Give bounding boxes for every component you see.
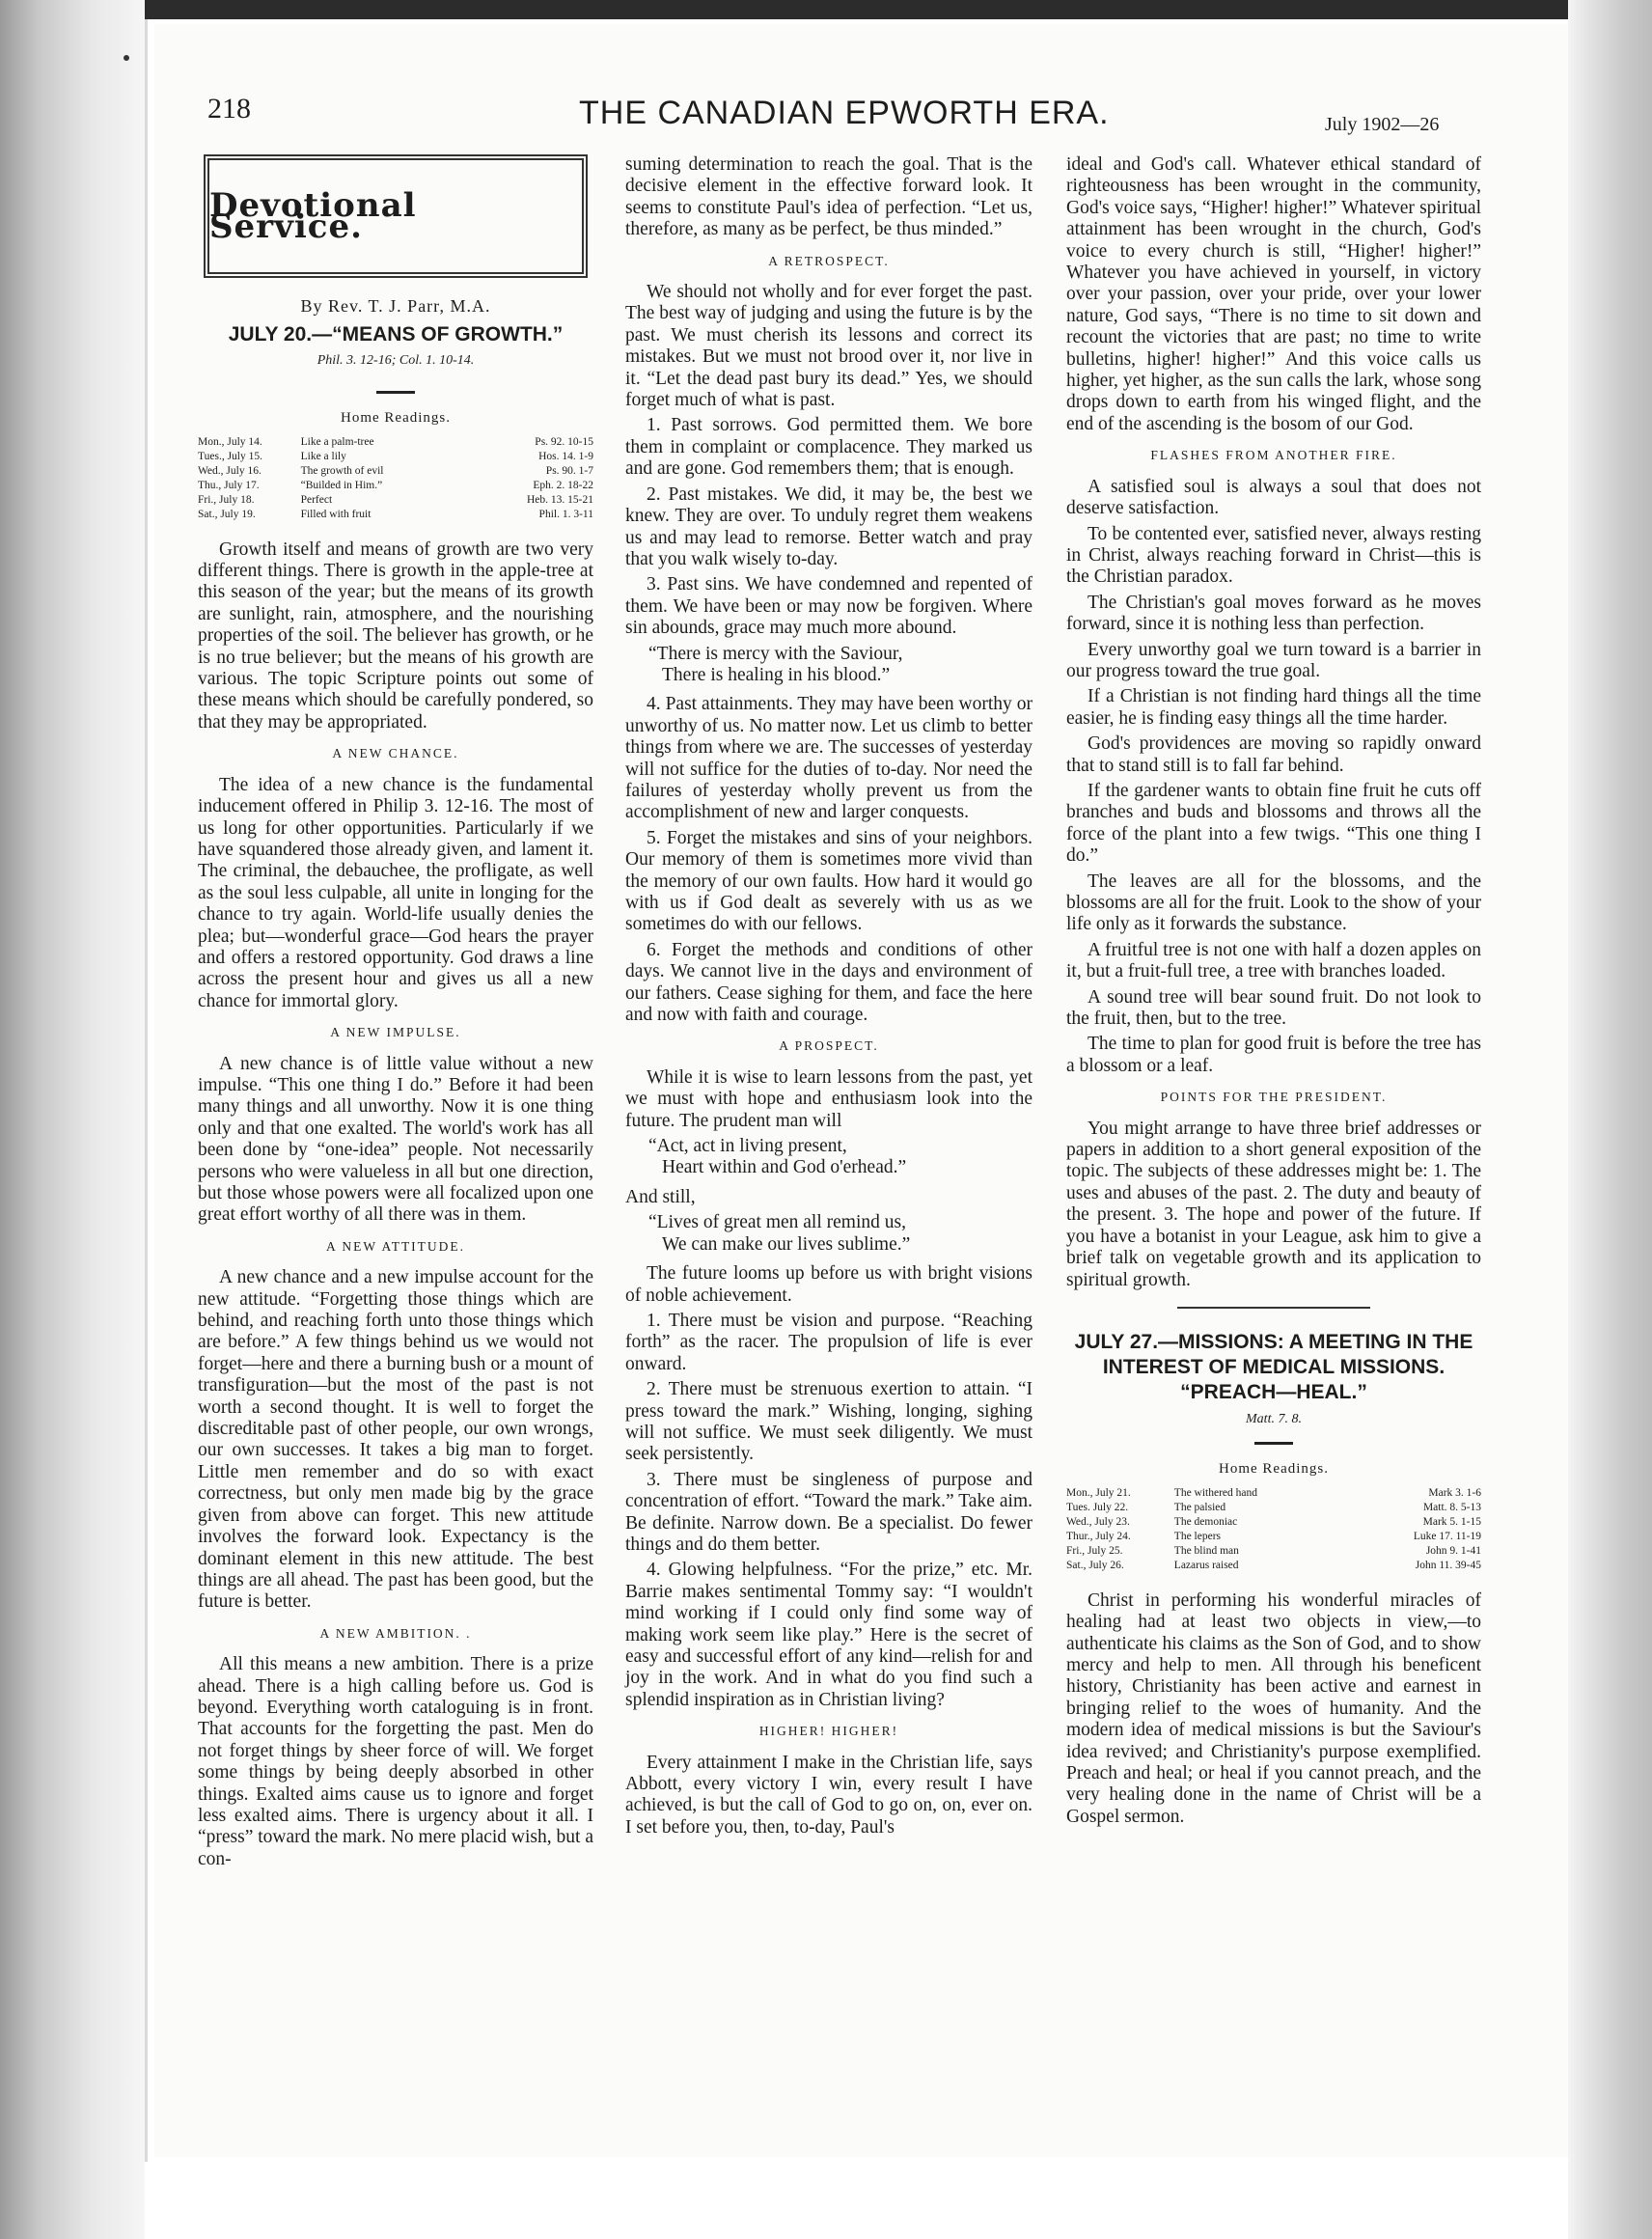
book-page-edges (0, 0, 145, 2239)
lesson-title: JULY 20.—“MEANS OF GROWTH.” (228, 323, 564, 346)
verse-quote (648, 1136, 1032, 1179)
subheading: A NEW ATTITUDE. (325, 1238, 466, 1254)
lesson-title: JULY 27.—MISSIONS: A MEETING IN THE INTEREST OF MEDICAL MISSIONS. “PREACH—HEAL.” (1074, 1330, 1473, 1403)
paragraph: Every attainment I make in the Christian life, says Abbott, every victory I win, every result I have achieved, is but the call of God to go on, on, ever on. I set before you, then, to-day, Paul's (625, 1752, 1032, 1838)
subheading: A NEW AMBITION. . (319, 1625, 472, 1641)
verse-quote (648, 1212, 1032, 1256)
reading-row: Wed., July 23. The demoniac Mark 5. 1-15 (1066, 1515, 1481, 1528)
divider-rule (1254, 1442, 1293, 1445)
lesson-scripture: Matt. 7. 8. (1246, 1411, 1302, 1426)
verse-line: We can make our lives sublime.” (662, 1233, 911, 1255)
reading-row: Mon., July 14. Like a palm-tree Ps. 92. 10-15 (198, 435, 593, 448)
paragraph: And still, (625, 1186, 696, 1207)
reading-row: Wed., July 16. The growth of evil Ps. 90. 1-7 (198, 464, 593, 477)
page-number: 218 (207, 93, 251, 124)
reading-row: Fri., July 18. Perfect Heb. 13. 15-21 (198, 493, 593, 506)
paragraph: A new chance is of little value without a new impulse. “This one thing I do.” Before it had been many things and all unworthy. Now it is one thing only and that one exalted. The world's work has all been done by “one-idea” people. Not necessarily persons who were valueless in all but one direction, but those whose powers were all focalized upon one great effort worthy of all there was in them. (198, 1053, 593, 1226)
reading-row: Tues. July 22. The palsied Matt. 8. 5-13 (1066, 1501, 1481, 1513)
column-3 (1066, 154, 1481, 1832)
paragraph: To be contented ever, satisfied never, always resting in Christ, always reaching forward in Christ—this is the Christian paradox. (1066, 523, 1481, 588)
paragraph: The Christian's goal moves forward as he moves forward, since it is nothing less than perfection. (1066, 592, 1481, 635)
home-readings-title: Home Readings. (341, 410, 451, 427)
paragraph: While it is wise to learn lessons from the past, yet we must with hope and enthusiasm look into the future. The prudent man will (625, 1066, 1032, 1131)
paragraph: suming determination to reach the goal. That is the decisive element in the effective forward look. It seems to constitute Paul's idea of perfection. “Let us, therefore, as many as be perfect, be thus minded.” (625, 154, 1032, 240)
section-title: Devotional Service. (209, 185, 417, 246)
paragraph: A fruitful tree is not one with half a dozen apples on it, but a fruit-full tree, a tree with branches loaded. (1066, 939, 1481, 982)
paragraph: 6. Forget the methods and conditions of other days. We cannot live in the days and environment of our fathers. Cease sighing for them, and face the here and now with faith and courage. (625, 939, 1032, 1026)
verse-line: “Act, act in living present, (648, 1136, 847, 1157)
subheading: A PROSPECT. (779, 1038, 879, 1054)
scan-top-border (0, 0, 1652, 19)
subheading: HIGHER! HIGHER! (758, 1724, 899, 1739)
paragraph: A sound tree will bear sound fruit. Do not look to the fruit, then, but to the tree. (1066, 986, 1481, 1030)
reading-row: Sat., July 26. Lazarus raised John 11. 39-45 (1066, 1559, 1481, 1571)
paragraph: The leaves are all for the blossoms, and the blossoms are all for the fruit. Look to the show of your life only as it forwards the substance. (1066, 871, 1481, 935)
reading-row: Mon., July 21. The withered hand Mark 3. 1-6 (1066, 1486, 1481, 1499)
subheading: POINTS FOR THE PRESIDENT. (1160, 1090, 1388, 1105)
subheading: FLASHES FROM ANOTHER FIRE. (1150, 448, 1397, 463)
home-readings-title: Home Readings. (1219, 1461, 1329, 1478)
paragraph: Growth itself and means of growth are two very different things. There is growth in the apple-tree at this season of the year; but the means of its growth are sunlight, rain, atmosphere, and the nourishing properties of the soil. The believer has growth, or he is no true believer; but the means of his growth are various. The topic Scripture points out some of these means which should be carefully pondered, so that they may be appropriated. (198, 539, 593, 733)
subheading: A NEW IMPULSE. (330, 1025, 461, 1040)
paragraph: God's providences are moving so rapidly onward that to stand still is to fall far behind. (1066, 733, 1481, 776)
masthead: THE CANADIAN EPWORTH ERA. (579, 95, 1110, 131)
paragraph: Christ in performing his wonderful miracles of healing had at least two objects in view,—to authenticate his claims as the Son of God, and to show mercy and help to men. All through his beneficent history, Christianity has been active and earnest in bringing relief to the woes of humanity. And the modern idea of medical missions is but the Saviour's idea revived; and Christianity's purpose exemplified. Preach and heal; or heal if you cannot preach, and the very healing done in the name of Christ will be a Gospel sermon. (1066, 1589, 1481, 1827)
reading-row: Thu., July 17. “Builded in Him.” Eph. 2. 18-22 (198, 479, 593, 491)
paragraph: 1. There must be vision and purpose. “Reaching forth” as the racer. The propulsion of life is ever onward. (625, 1310, 1032, 1374)
byline: By Rev. T. J. Parr, M.A. (300, 296, 491, 316)
subheading: A NEW CHANCE. (332, 746, 459, 761)
subheading: A RETROSPECT. (768, 253, 890, 268)
binding-line (145, 19, 148, 2162)
paragraph: You might arrange to have three brief addresses or papers in addition to a short general exposition of the topic. The subjects of these addresses might be: 1. The uses and abuses of the past. 2. The duty and beauty of the present. 3. The hope and power of the future. If you have a botanist in your League, ask him to give a brief talk on vegetable growth and its application to spiritual growth. (1066, 1118, 1481, 1290)
reading-row: Tues., July 15. Like a lily Hos. 14. 1-9 (198, 450, 593, 462)
paragraph: A satisfied soul is always a soul that does not deserve satisfaction. (1066, 476, 1481, 519)
paragraph: A new chance and a new impulse account for the new attitude. “Forgetting those things which are behind, and reaching forth unto those things which are before.” A few things behind us we would not forget—here and there a burning bush or a mount of transfiguration—but the most of the past is not worth a second thought. It is well to forget the discreditable past of other people, our own wrongs, our own successes. It takes a big man to forget. Little men remember and do so with exact correctness, but only men made big by the grace given from above can forget. This new attitude involves the forward look. Expectancy is the dominant element in this new attitude. The best things are all ahead. The past has been good, but the future is better. (198, 1267, 593, 1613)
reading-row: Sat., July 19. Filled with fruit Phil. 1. 3-11 (198, 508, 593, 520)
verse-line: “Lives of great men all remind us, (648, 1212, 906, 1233)
paragraph: All this means a new ambition. There is a prize ahead. There is a high calling before us. God is beyond. Everything worth cataloguing is in front. That accounts for the forgetting the past. Men do not forget things by sheer force of will. We forget some things by being deeply absorbed in other things. Exalted aims cause us to ignore and forget less exalted aims. There is urgency about it all. I “press” toward the mark. No mere placid wish, but a con- (198, 1654, 593, 1869)
paragraph: The time to plan for good fruit is before the tree has a blossom or a leaf. (1066, 1034, 1481, 1076)
verse-line: There is healing in his blood.” (662, 664, 891, 685)
paragraph: We should not wholly and for ever forget the past. The best way of judging and using the future is by the past. We must cherish its lessons and correct its mistakes. But we must not brood over it, nor live in it. “Let the dead past bury its dead.” Yes, we should forget much of what is past. (625, 282, 1032, 411)
verse-line: Heart within and God o'erhead.” (662, 1157, 907, 1178)
lesson-scripture: Phil. 3. 12-16; Col. 1. 10-14. (317, 352, 475, 368)
issue-date: July 1902—26 (1325, 114, 1440, 135)
ornamental-title-box (204, 154, 588, 278)
column-2 (625, 154, 1032, 1842)
column-1 (198, 154, 593, 1874)
paragraph: The idea of a new chance is the fundamental inducement offered in Philip 3. 12-16. The most of us long for other opportunities. Particularly if we have squandered those already given, and lament it. The criminal, the debauchee, the profligate, as well as the soul less culpable, all unite in longing for the chance to try again. World-life usually denies the plea; but—wonderful grace—God hears the prayer and offers a restored opportunity. God draws a line across the present hour and gives us all a new chance for immortal glory. (198, 774, 593, 1011)
section-separator (1177, 1307, 1370, 1309)
paragraph: Every unworthy goal we turn toward is a barrier in our progress toward the true goal. (1066, 639, 1481, 681)
paragraph: 2. There must be strenuous exertion to attain. “I press toward the mark.” Wishing, longing, sighing will not suffice. We must seek diligently. We must seek persistently. (625, 1379, 1032, 1465)
scan-mark (124, 55, 129, 61)
paragraph: 3. Past sins. We have condemned and repented of them. We have been or may now be forgiven. Where sin abounds, grace may much more abound. (625, 574, 1032, 639)
paragraph: 2. Past mistakes. We did, it may be, the best we knew. They are over. To unduly regret them weakens us and may lead to remorse. Better watch and pray that you walk wisely to-day. (625, 484, 1032, 569)
paragraph: 4. Past attainments. They may have been worthy or unworthy of us. No matter now. Let us climb to better things from where we are. The successes of yesterday will not suffice for the duties of to-day. Nor need the failures of yesterday wholly prevent us from the accomplishment of new and larger conquests. (625, 694, 1032, 823)
paragraph: 3. There must be singleness of purpose and concentration of effort. “Toward the mark.” Take aim. Be definite. Narrow down. Be a specialist. Do fewer things and do them better. (625, 1469, 1032, 1555)
paragraph: 5. Forget the mistakes and sins of your neighbors. Our memory of them is sometimes more vivid than the memory of our own faults. How hard it would go with us if God dealt as severely with us as we sometimes do with our fellows. (625, 827, 1032, 935)
paragraph: 1. Past sorrows. God permitted them. We bore them in complaint or complacence. They marked us and are gone. God remembers them; that is enough. (625, 415, 1032, 480)
home-readings-table (198, 435, 593, 522)
paragraph: ideal and God's call. Whatever ethical standard of righteousness has been wrought in the community, God's voice says, “Higher! higher!” Whatever spiritual attainment has been wrought in the church, God's voice to every church is still, “Higher! higher!” Whatever you have achieved in yourself, in victory over your passion, over your pride, over your lower nature, God says, “There is no time to sit down and recount the victories that are past; no time to write bulletins, higher! higher!” And this voice calls us higher, yet higher, as the sun calls the lark, whose song drops down to earth from his winged flight, and the end of the ascending is the bosom of our God. (1066, 154, 1481, 434)
verse-quote (648, 644, 1032, 687)
paragraph: The future looms up before us with bright visions of noble achievement. (625, 1263, 1032, 1306)
verse-line: “There is mercy with the Saviour, (648, 643, 903, 664)
paragraph: If the gardener wants to obtain fine fruit he cuts off branches and buds and blossoms and throws all the force of the plant into a few twigs. “This one thing I do.” (1066, 780, 1481, 867)
paragraph: 4. Glowing helpfulness. “For the prize,” etc. Mr. Barrie makes sentimental Tommy say: “I wouldn't mind working if I could only find some way of making work seem like play.” Here is the secret of easy and successful effort of any kind—relish for and joy in the work. And in what do you find such a splendid inspiration as in Christian living? (625, 1560, 1032, 1710)
reading-row: Thur., July 24. The lepers Luke 17. 11-19 (1066, 1530, 1481, 1542)
reading-row: Fri., July 25. The blind man John 9. 1-41 (1066, 1544, 1481, 1557)
facing-page-edge (1568, 0, 1652, 2239)
home-readings-table (1066, 1486, 1481, 1573)
divider-rule (376, 391, 415, 394)
paragraph: If a Christian is not finding hard things all the time easier, he is finding easy things all the time harder. (1066, 686, 1481, 729)
